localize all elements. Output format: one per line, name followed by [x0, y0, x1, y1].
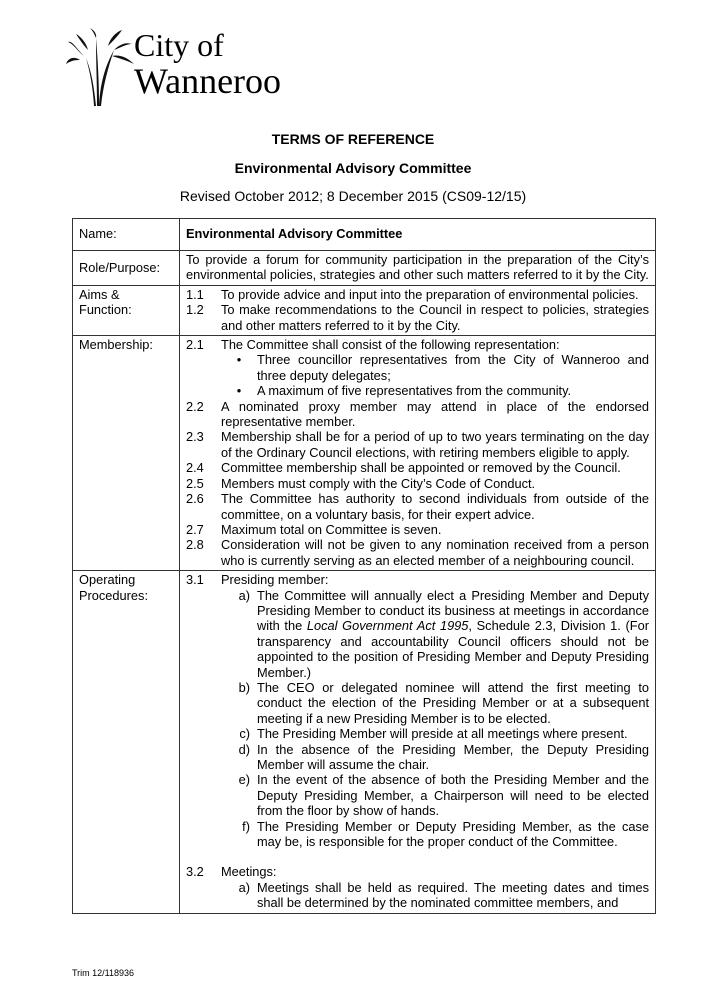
label-role: Role/Purpose: — [73, 251, 180, 286]
sub-item: d) In the absence of the Presiding Member, the Deputy Presiding Member will assume the chair. — [238, 741, 649, 772]
value-name: Environmental Advisory Committee — [180, 219, 656, 251]
value-membership — [180, 336, 656, 571]
bullet-icon: • — [236, 383, 242, 399]
document-title: TERMS OF REFERENCE — [271, 131, 435, 147]
logo-text-wanneroo: Wanneroo — [134, 61, 282, 101]
list-item: 2.2 A nominated proxy member may attend in place of the endorsed representative member. — [186, 398, 649, 430]
row-role — [73, 251, 656, 286]
list-item: 1.2 To make recommendations to the Council in respect to policies, strategies and other matters referred to it by the City. — [186, 302, 649, 333]
committee-title: Environmental Advisory Committee — [234, 160, 472, 176]
logo-text-city-of: City of — [134, 27, 224, 63]
bullet-icon: • — [236, 352, 242, 368]
sub-item: a) Meetings shall be held as required. The meeting dates and times shall be determined by the nominated committee members, and — [238, 879, 649, 911]
value-operating — [180, 571, 656, 914]
list-item: 2.4 Committee membership shall be appointed or removed by the Council. — [186, 460, 621, 476]
label-aims: Aims & Function: — [73, 285, 180, 335]
sub-item: e) In the event of the absence of both the Presiding Member and the Deputy Presiding Member, a Chairperson will need to be elected from the floor by show of hands. — [238, 772, 649, 819]
value-aims — [180, 285, 656, 335]
sub-item: a) The Committee will annually elect a Presiding Member and Deputy Presiding Member to conduct its business at meetings in accordance with the Local Government Act 1995, Schedule 2.3, Division 1. (For transparency and accountability Council officers should not be appointed to the position of Presiding Member and Deputy Presiding Member.) — [238, 587, 649, 680]
list-item: 2.1 The Committee shall consist of the following representation: — [186, 337, 560, 353]
terms-table — [72, 218, 656, 914]
label-membership: Membership: — [73, 336, 180, 571]
sub-item: c) The Presiding Member will preside at all meetings where present. — [239, 726, 628, 742]
trim-reference: Trim 12/118936 — [72, 968, 135, 978]
list-item: 2.6 The Committee has authority to second individuals from outside of the committee, on a voluntary basis, for their expert advice. — [186, 491, 649, 522]
city-logo-icon — [66, 28, 136, 108]
row-operating — [73, 571, 656, 914]
list-item: 3.2 Meetings: — [186, 864, 277, 880]
label-operating: Operating Procedures: — [73, 571, 180, 914]
value-role: To provide a forum for community participation in the preparation of the City’s environmental policies, strategies and other such matters referred to it by the City. — [180, 251, 656, 286]
revision-line: Revised October 2012; 8 December 2015 (CS09-12/15) — [179, 188, 527, 204]
list-item: 2.7 Maximum total on Committee is seven. — [186, 521, 442, 537]
list-item: 1.1 To provide advice and input into the preparation of environmental policies. — [186, 286, 639, 302]
row-membership — [73, 336, 656, 571]
list-item: 2.3 Membership shall be for a period of up to two years terminating on the day of the Ordinary Council elections, with retiring members eligible to apply. — [186, 429, 649, 460]
list-item: 2.8 Consideration will not be given to any nomination received from a person who is currently serving as an elected member of a neighbouring council. — [186, 537, 649, 568]
bullet-item: • A maximum of five representatives from the community. — [221, 383, 649, 398]
sub-item: b) The CEO or delegated nominee will attend the first meeting to conduct the election of the Presiding Member or at a subsequent meeting if a new Presiding Member is to be elected. — [238, 679, 649, 726]
list-item: 3.1 Presiding member: — [186, 572, 329, 588]
row-aims — [73, 285, 656, 335]
label-name: Name: — [73, 219, 180, 251]
sub-item: f) The Presiding Member or Deputy Presiding Member, as the case may be, is responsible for the proper conduct of the Committee. — [242, 818, 649, 850]
bullet-item: • Three councillor representatives from the City of Wanneroo and three deputy delegates; — [221, 352, 649, 383]
row-name — [73, 219, 656, 251]
list-item: 2.5 Members must comply with the City’s Code of Conduct. — [186, 475, 536, 491]
